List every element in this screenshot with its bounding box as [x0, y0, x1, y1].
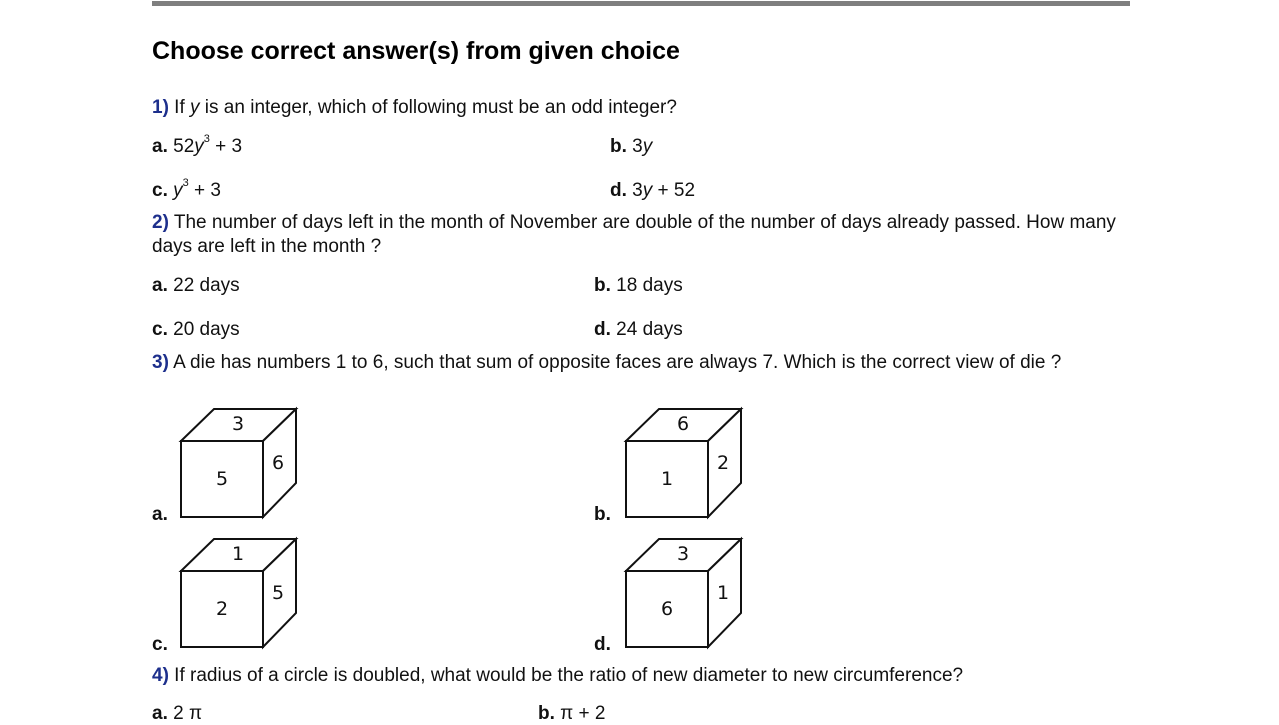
option-label: a. [152, 504, 168, 525]
question-4 [152, 664, 1142, 688]
question-text: The number of days left in the month of November are double of the number of days already passed. How many days are left in the month ? [152, 212, 1116, 257]
option-label: c. [152, 319, 168, 340]
option-3a-label[interactable] [152, 504, 168, 526]
die-side-face: 1 [716, 582, 730, 604]
die-drawing [624, 407, 744, 519]
option-variable: y [194, 136, 204, 157]
option-label: c. [152, 634, 168, 655]
option-3d-label[interactable] [594, 634, 611, 656]
die-option-d[interactable] [624, 537, 744, 649]
option-3b-label[interactable] [594, 504, 611, 526]
option-label: a. [152, 136, 168, 157]
die-drawing [179, 537, 299, 649]
die-top-face: 6 [676, 413, 690, 435]
option-label: b. [594, 504, 611, 525]
option-text: 24 days [610, 319, 683, 340]
die-top-face: 3 [676, 543, 690, 565]
variable: y [190, 97, 200, 118]
question-text: If radius of a circle is doubled, what would be the ratio of new diameter to new circumference? [168, 665, 964, 686]
question-number: 3) [152, 352, 169, 373]
option-rest: + 3 [188, 180, 221, 201]
option-variable: y [642, 180, 653, 201]
option-text: 20 days [167, 319, 240, 340]
option-label: c. [152, 180, 168, 201]
top-divider [152, 1, 1130, 6]
option-exponent: 3 [203, 133, 210, 145]
option-1a[interactable] [152, 133, 243, 158]
option-2d[interactable] [594, 319, 683, 341]
option-label: d. [594, 319, 611, 340]
die-top-face: 3 [231, 413, 245, 435]
option-4b[interactable] [538, 703, 606, 725]
option-coefficient: 3 [632, 136, 643, 157]
question-text: is an integer, which of following must be an odd integer? [199, 97, 677, 118]
question-2 [152, 211, 1142, 259]
die-option-c[interactable] [179, 537, 299, 649]
option-1c[interactable] [152, 177, 221, 202]
option-text: π + 2 [554, 703, 606, 724]
die-option-b[interactable] [624, 407, 744, 519]
option-label: a. [152, 275, 168, 296]
option-exponent: 3 [182, 177, 189, 189]
option-rest: + 52 [652, 180, 696, 201]
option-text: 22 days [167, 275, 240, 296]
option-variable: y [173, 180, 183, 201]
option-variable: y [642, 136, 653, 157]
option-1d[interactable] [610, 180, 695, 202]
worksheet-title: Choose correct answer(s) from given choice [152, 37, 680, 65]
die-side-face: 5 [271, 582, 285, 604]
question-number: 2) [152, 212, 169, 233]
question-number: 4) [152, 665, 169, 686]
option-label: b. [594, 275, 611, 296]
die-front-face: 2 [215, 598, 229, 620]
option-label: a. [152, 703, 168, 724]
die-drawing [624, 537, 744, 649]
option-label: d. [610, 180, 627, 201]
die-top-face: 1 [231, 543, 245, 565]
question-3 [152, 351, 1142, 375]
die-side-face: 2 [716, 452, 730, 474]
die-front-face: 1 [660, 468, 674, 490]
option-rest: + 3 [209, 136, 243, 157]
option-label: b. [610, 136, 627, 157]
die-side-face: 6 [271, 452, 285, 474]
option-1b[interactable] [610, 136, 652, 158]
option-label: d. [594, 634, 611, 655]
option-2c[interactable] [152, 319, 240, 341]
die-front-face: 5 [215, 468, 229, 490]
option-coefficient: 3 [632, 180, 643, 201]
option-text: 2 π [167, 703, 203, 724]
option-coefficient: 52 [173, 136, 195, 157]
option-4a[interactable] [152, 703, 202, 725]
question-number: 1) [152, 97, 169, 118]
die-drawing [179, 407, 299, 519]
question-text: A die has numbers 1 to 6, such that sum of opposite faces are always 7. Which is the correct view of die ? [168, 352, 1062, 373]
die-front-face: 6 [660, 598, 674, 620]
option-2a[interactable] [152, 275, 240, 297]
die-option-a[interactable] [179, 407, 299, 519]
question-1 [152, 96, 1142, 120]
option-3c-label[interactable] [152, 634, 168, 656]
option-2b[interactable] [594, 275, 683, 297]
option-text: 18 days [610, 275, 683, 296]
question-text: If [168, 97, 191, 118]
option-label: b. [538, 703, 555, 724]
